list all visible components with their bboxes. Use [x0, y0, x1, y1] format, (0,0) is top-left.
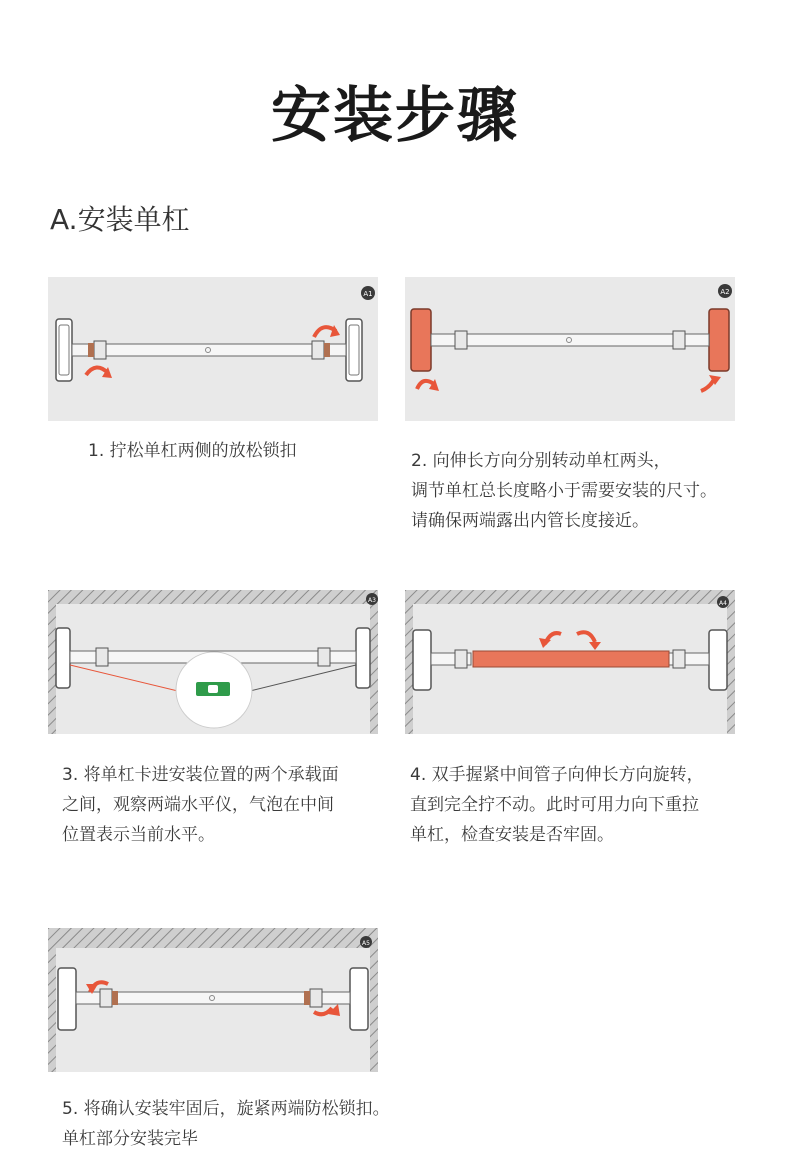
step-line: 位置表示当前水平。 — [62, 825, 215, 845]
step-line: 4. 双手握紧中间管子向伸长方向旋转， — [410, 765, 704, 785]
page-title: 安装步骤 — [271, 81, 519, 151]
step-badge-label: A5 — [362, 940, 370, 947]
step-badge-label: A1 — [363, 290, 373, 298]
step-3-text — [62, 760, 339, 850]
step-illustration-a2 — [405, 277, 735, 421]
step-badge-label: A4 — [719, 600, 727, 607]
step-illustration-a5 — [48, 928, 378, 1072]
step-line: 2. 向伸长方向分别转动单杠两头， — [411, 451, 671, 471]
step-line: 直到完全拧不动。此时可用力向下重拉 — [410, 795, 699, 815]
step-line: 请确保两端露出内管长度接近。 — [411, 511, 649, 531]
step-badge-icon — [366, 593, 378, 605]
step-illustration-a1 — [48, 277, 378, 421]
step-4-text — [410, 760, 704, 850]
step-line: 之间，观察两端水平仪，气泡在中间 — [62, 795, 334, 815]
step-line: 5. 将确认安装牢固后，旋紧两端防松锁扣。 — [62, 1099, 390, 1119]
step-badge-label: A3 — [368, 597, 376, 604]
step-2-text — [411, 446, 717, 536]
level-gauge-icon — [196, 682, 230, 696]
step-5-text — [62, 1094, 390, 1154]
step-1-text — [88, 436, 297, 466]
step-badge-icon — [360, 936, 372, 948]
step-badge-icon — [718, 284, 732, 298]
step-line: 调节单杠总长度略小于需要安装的尺寸。 — [411, 481, 717, 501]
step-line: 3. 将单杠卡进安装位置的两个承载面 — [62, 765, 339, 785]
step-badge-icon — [717, 596, 729, 608]
step-illustration-a4 — [405, 590, 735, 734]
step-line: 单杠部分安装完毕 — [62, 1129, 198, 1149]
step-badge-icon — [361, 286, 375, 300]
section-title: A.安装单杠 — [50, 203, 190, 236]
step-illustration-a3 — [48, 590, 378, 734]
step-line: 1. 拧松单杠两侧的放松锁扣 — [88, 441, 297, 461]
step-line: 单杠，检查安装是否牢固。 — [410, 825, 614, 845]
step-badge-label: A2 — [720, 288, 730, 296]
